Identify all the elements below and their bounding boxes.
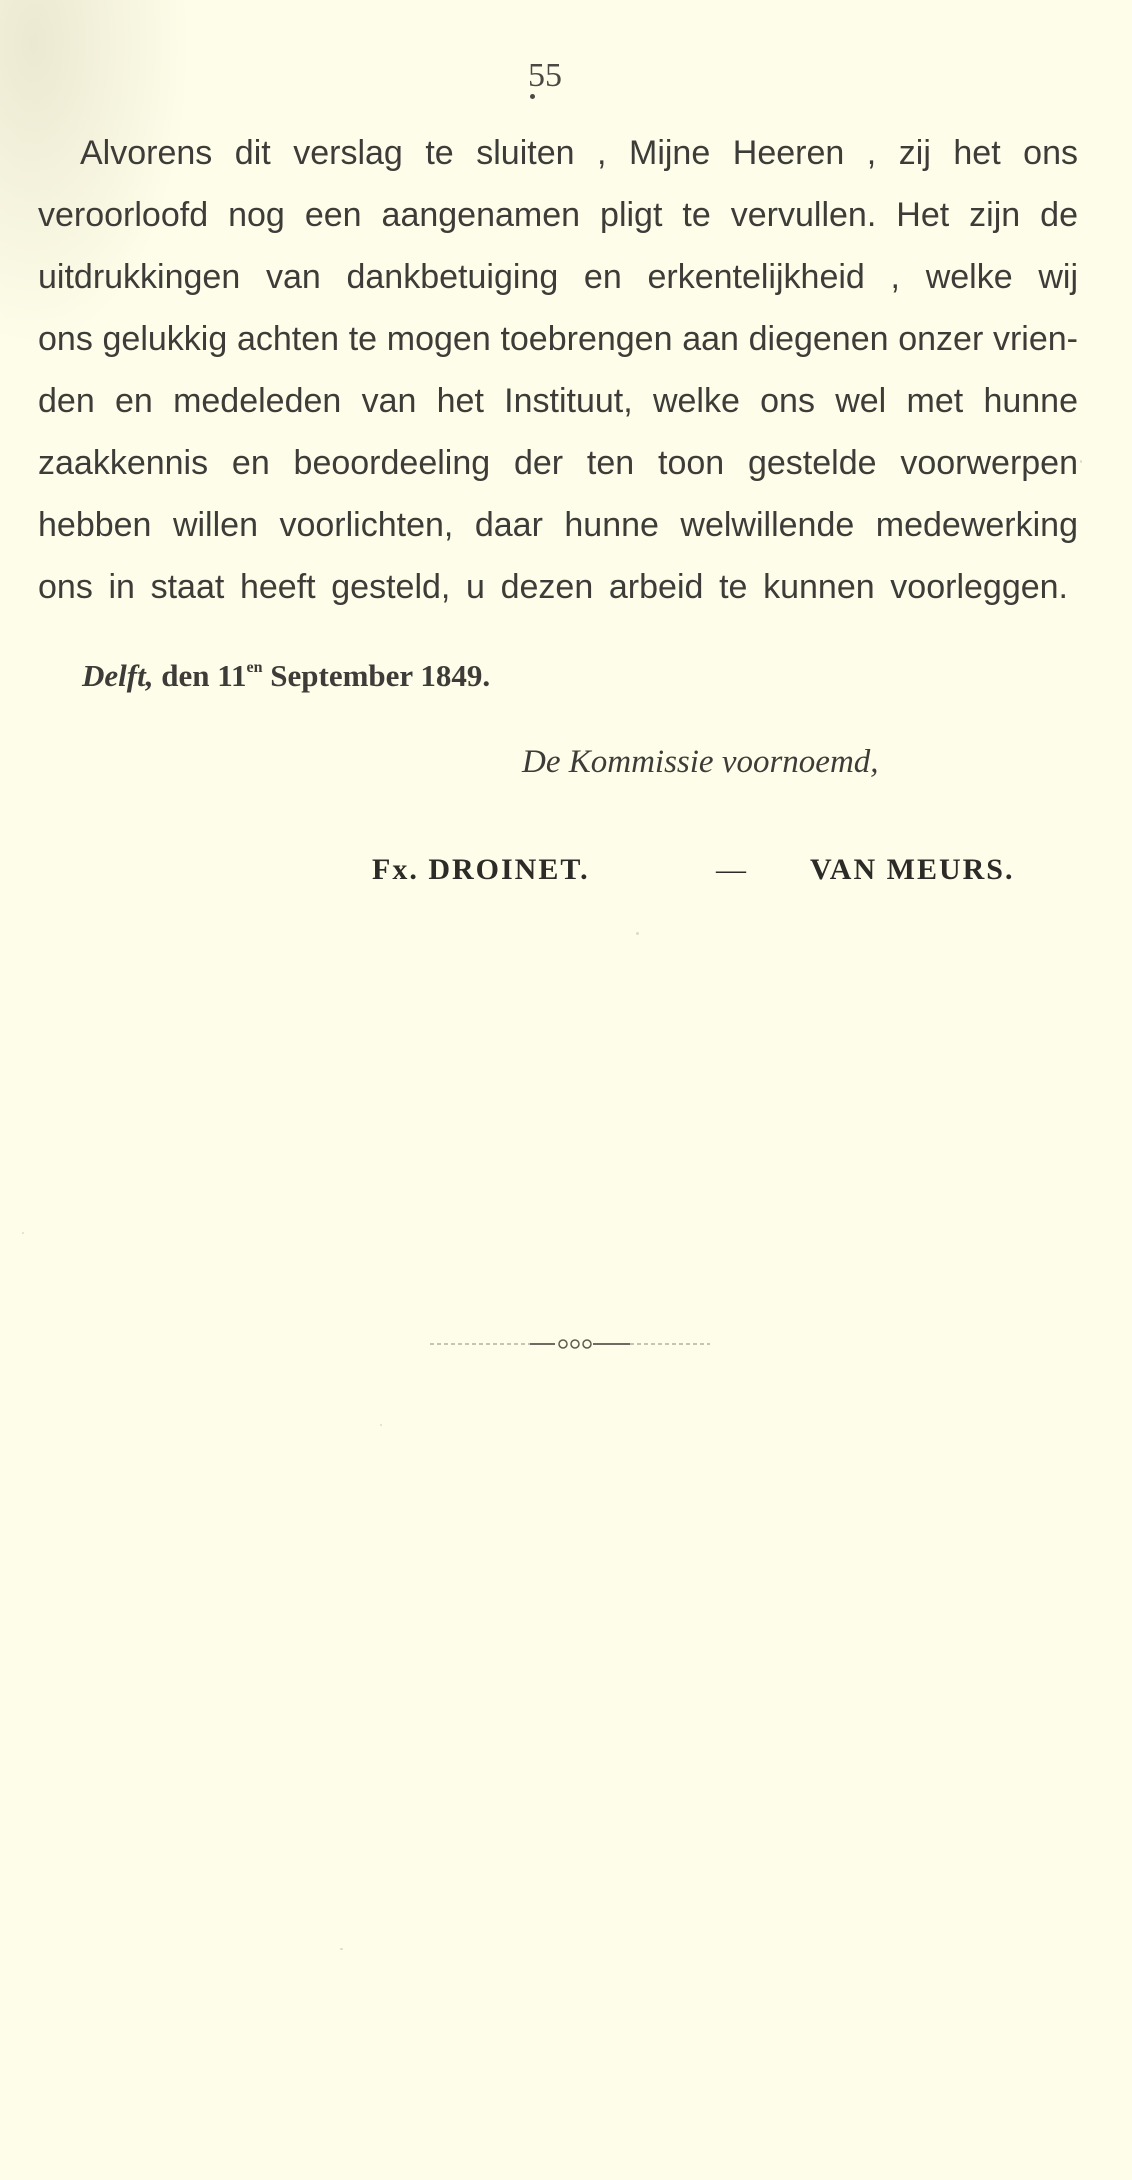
paper-speck — [380, 1424, 382, 1426]
paragraph-line: Alvorens dit verslag te sluiten , Mijne Heeren , zij het ons — [80, 134, 1078, 172]
page-number: 55 — [528, 57, 562, 94]
signature-separator: — — [716, 853, 748, 886]
paper-speck — [1080, 460, 1082, 463]
dateline-den: den — [161, 658, 210, 693]
paragraph-line: zaakkennis en beoordeeling der ten toon gestelde voorwerpen — [38, 444, 1078, 482]
paper-speck — [340, 1948, 343, 1950]
paragraph-line: hebben willen voorlichten, daar hunne welwillende medewerking — [38, 506, 1078, 544]
paragraph-line: ons in staat heeft gesteld, u dezen arbeid te kunnen voorleggen. — [38, 568, 1068, 606]
paper-speck — [22, 1232, 24, 1234]
paragraph-line: den en medeleden van het Instituut, welke ons wel met hunne — [38, 382, 1078, 420]
closing-paragraph — [38, 122, 1078, 618]
signature-line — [372, 848, 1080, 892]
ornament-rule-icon — [430, 1338, 710, 1350]
signature-droinet: Fx. DROINET. — [372, 853, 590, 886]
dateline-place: Delft, — [82, 658, 154, 693]
signature-van-meurs: VAN MEURS. — [810, 853, 1015, 886]
dateline — [82, 656, 490, 696]
dateline-day: 11 — [217, 658, 247, 693]
paper-speck — [636, 932, 639, 935]
paragraph-line: ons gelukkig achten te mogen toebrengen aan diegenen onzer vrien- — [38, 320, 1078, 358]
closing-salutation: De Kommissie voornoemd, — [522, 744, 879, 780]
dateline-month-year: September 1849. — [270, 658, 491, 693]
paragraph-line: veroorloofd nog een aangenamen pligt te vervullen. Het zijn de — [38, 196, 1078, 234]
paragraph-line: uitdrukkingen van dankbetuiging en erkentelijkheid , welke wij — [38, 258, 1078, 296]
page-number-dot — [530, 94, 535, 99]
dateline-day-suffix: en — [246, 659, 263, 676]
